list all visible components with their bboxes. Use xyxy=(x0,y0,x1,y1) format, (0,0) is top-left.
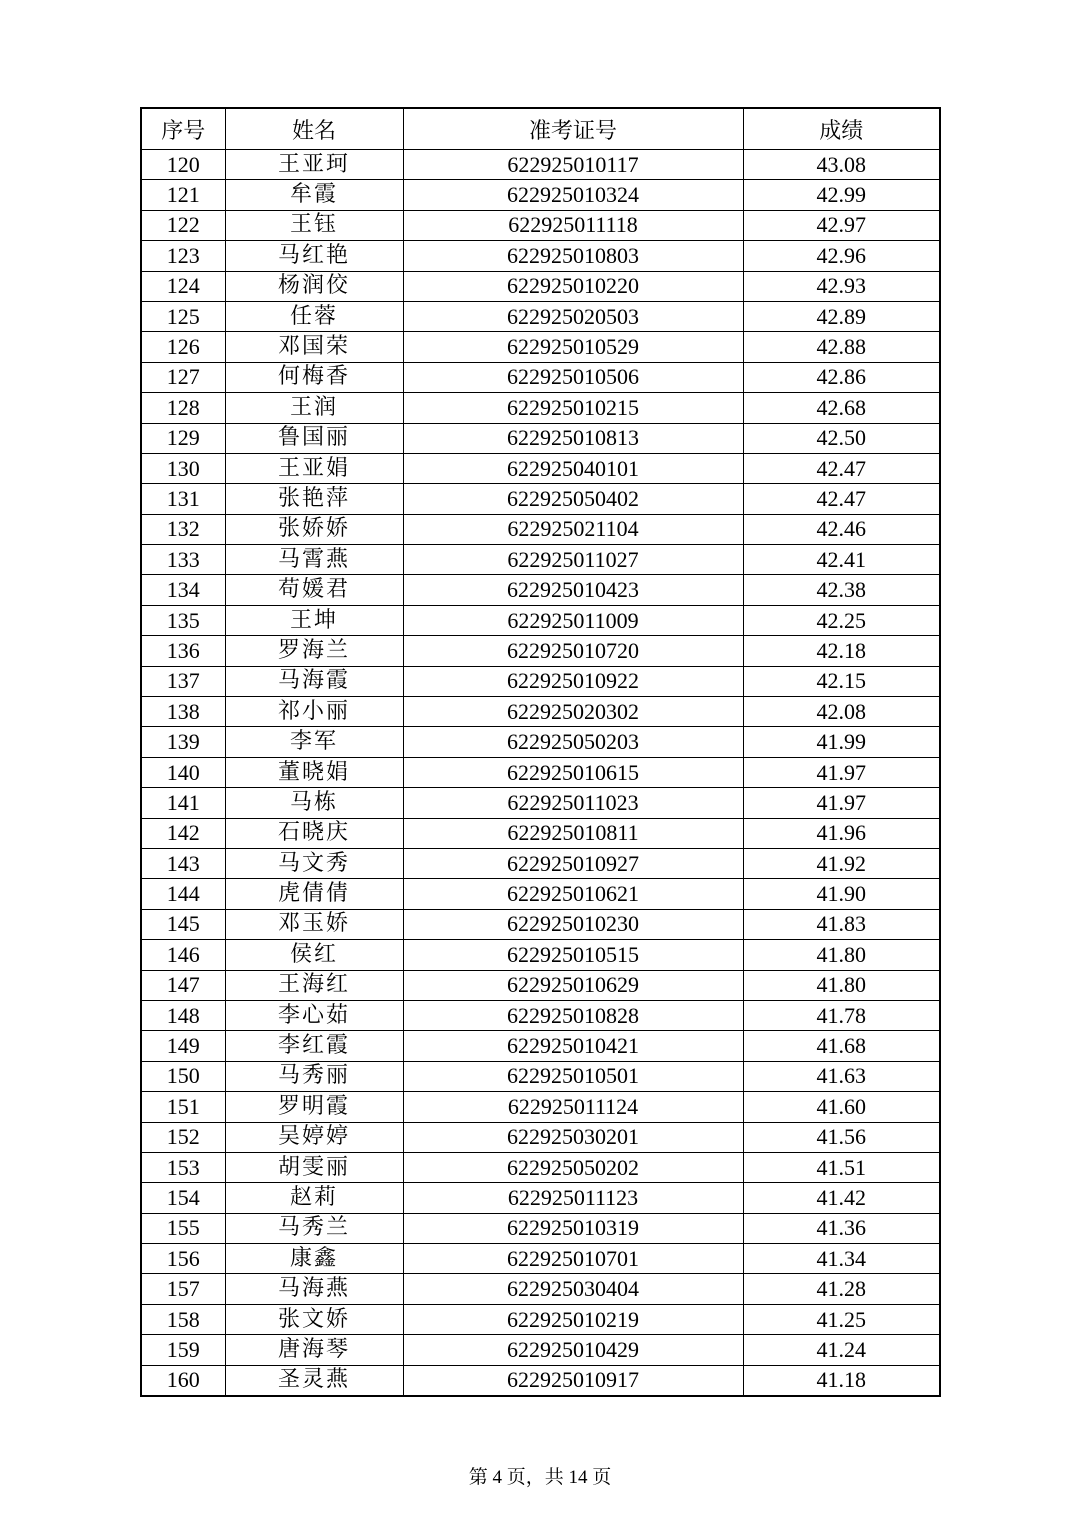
cell-name: 李红霞 xyxy=(225,1031,403,1061)
cell-score: 41.42 xyxy=(743,1183,940,1213)
cell-name: 祁小丽 xyxy=(225,697,403,727)
cell-serial-number: 132 xyxy=(141,514,225,544)
cell-exam-ticket-number: 622925010501 xyxy=(403,1061,743,1091)
cell-score: 42.41 xyxy=(743,545,940,575)
cell-exam-ticket-number: 622925011118 xyxy=(403,210,743,240)
cell-name: 何梅香 xyxy=(225,362,403,392)
table-row xyxy=(141,636,940,666)
table-row xyxy=(141,940,940,970)
cell-name: 李心茹 xyxy=(225,1000,403,1030)
cell-name: 董晓娟 xyxy=(225,757,403,787)
cell-score: 41.80 xyxy=(743,940,940,970)
cell-score: 42.15 xyxy=(743,666,940,696)
cell-score: 41.36 xyxy=(743,1213,940,1243)
cell-exam-ticket-number: 622925020302 xyxy=(403,697,743,727)
cell-name: 苟媛君 xyxy=(225,575,403,605)
cell-serial-number: 150 xyxy=(141,1061,225,1091)
table-row xyxy=(141,848,940,878)
cell-score: 42.08 xyxy=(743,697,940,727)
cell-name: 邓国荣 xyxy=(225,332,403,362)
cell-exam-ticket-number: 622925010803 xyxy=(403,241,743,271)
table-row xyxy=(141,879,940,909)
cell-serial-number: 123 xyxy=(141,241,225,271)
table-row xyxy=(141,453,940,483)
cell-serial-number: 148 xyxy=(141,1000,225,1030)
table-row xyxy=(141,1092,940,1122)
cell-name: 张文娇 xyxy=(225,1304,403,1334)
cell-serial-number: 124 xyxy=(141,271,225,301)
cell-serial-number: 144 xyxy=(141,879,225,909)
table-row xyxy=(141,241,940,271)
cell-exam-ticket-number: 622925010215 xyxy=(403,393,743,423)
cell-exam-ticket-number: 622925050402 xyxy=(403,484,743,514)
table-row xyxy=(141,697,940,727)
cell-score: 41.51 xyxy=(743,1152,940,1182)
cell-exam-ticket-number: 622925010811 xyxy=(403,818,743,848)
table-row xyxy=(141,393,940,423)
table-row xyxy=(141,271,940,301)
cell-score: 41.96 xyxy=(743,818,940,848)
cell-score: 41.97 xyxy=(743,757,940,787)
cell-score: 41.99 xyxy=(743,727,940,757)
cell-name: 罗海兰 xyxy=(225,636,403,666)
cell-name: 马秀兰 xyxy=(225,1213,403,1243)
table-row xyxy=(141,1061,940,1091)
table-row xyxy=(141,484,940,514)
table-row xyxy=(141,180,940,210)
table-row xyxy=(141,514,940,544)
cell-name: 马海燕 xyxy=(225,1274,403,1304)
table-row xyxy=(141,1213,940,1243)
cell-name: 鲁国丽 xyxy=(225,423,403,453)
cell-exam-ticket-number: 622925011123 xyxy=(403,1183,743,1213)
cell-serial-number: 146 xyxy=(141,940,225,970)
cell-exam-ticket-number: 622925010421 xyxy=(403,1031,743,1061)
table-row xyxy=(141,1274,940,1304)
cell-name: 唐海琴 xyxy=(225,1335,403,1365)
cell-serial-number: 134 xyxy=(141,575,225,605)
cell-name: 马霄燕 xyxy=(225,545,403,575)
header-name: 姓名 xyxy=(225,108,403,150)
cell-name: 侯红 xyxy=(225,940,403,970)
cell-serial-number: 137 xyxy=(141,666,225,696)
cell-exam-ticket-number: 622925021104 xyxy=(403,514,743,544)
cell-exam-ticket-number: 622925010230 xyxy=(403,909,743,939)
cell-exam-ticket-number: 622925040101 xyxy=(403,453,743,483)
table-row xyxy=(141,605,940,635)
table-row xyxy=(141,301,940,331)
cell-score: 42.46 xyxy=(743,514,940,544)
cell-serial-number: 145 xyxy=(141,909,225,939)
cell-serial-number: 140 xyxy=(141,757,225,787)
table-body xyxy=(141,150,940,1397)
cell-score: 42.47 xyxy=(743,453,940,483)
cell-score: 42.68 xyxy=(743,393,940,423)
page-footer: 第 4 页，共 14 页 xyxy=(468,1467,612,1488)
cell-name: 任蓉 xyxy=(225,301,403,331)
table-row xyxy=(141,818,940,848)
table-row xyxy=(141,1335,940,1365)
cell-serial-number: 156 xyxy=(141,1244,225,1274)
cell-score: 41.25 xyxy=(743,1304,940,1334)
cell-score: 41.97 xyxy=(743,788,940,818)
table-row xyxy=(141,1122,940,1152)
cell-name: 马文秀 xyxy=(225,848,403,878)
cell-name: 马海霞 xyxy=(225,666,403,696)
table-row xyxy=(141,1304,940,1334)
header-score: 成绩 xyxy=(743,108,940,150)
header-exam-ticket-number: 准考证号 xyxy=(403,108,743,150)
cell-score: 41.90 xyxy=(743,879,940,909)
table-row xyxy=(141,545,940,575)
cell-serial-number: 152 xyxy=(141,1122,225,1152)
cell-exam-ticket-number: 622925010219 xyxy=(403,1304,743,1334)
cell-exam-ticket-number: 622925010813 xyxy=(403,423,743,453)
cell-exam-ticket-number: 622925010615 xyxy=(403,757,743,787)
table-row xyxy=(141,1365,940,1396)
cell-serial-number: 129 xyxy=(141,423,225,453)
cell-name: 王润 xyxy=(225,393,403,423)
cell-name: 吴婷婷 xyxy=(225,1122,403,1152)
cell-score: 41.78 xyxy=(743,1000,940,1030)
cell-serial-number: 125 xyxy=(141,301,225,331)
cell-serial-number: 160 xyxy=(141,1365,225,1396)
table-row xyxy=(141,150,940,180)
table-row xyxy=(141,423,940,453)
cell-serial-number: 159 xyxy=(141,1335,225,1365)
cell-exam-ticket-number: 622925010828 xyxy=(403,1000,743,1030)
cell-name: 牟霞 xyxy=(225,180,403,210)
table-row xyxy=(141,727,940,757)
cell-serial-number: 120 xyxy=(141,150,225,180)
cell-exam-ticket-number: 622925050203 xyxy=(403,727,743,757)
cell-score: 42.50 xyxy=(743,423,940,453)
cell-exam-ticket-number: 622925050202 xyxy=(403,1152,743,1182)
cell-serial-number: 133 xyxy=(141,545,225,575)
table-row xyxy=(141,970,940,1000)
cell-score: 41.34 xyxy=(743,1244,940,1274)
cell-score: 42.38 xyxy=(743,575,940,605)
cell-serial-number: 139 xyxy=(141,727,225,757)
cell-name: 康鑫 xyxy=(225,1244,403,1274)
cell-score: 41.83 xyxy=(743,909,940,939)
cell-exam-ticket-number: 622925011124 xyxy=(403,1092,743,1122)
table-header xyxy=(141,108,940,150)
table-row xyxy=(141,332,940,362)
cell-exam-ticket-number: 622925010720 xyxy=(403,636,743,666)
cell-serial-number: 136 xyxy=(141,636,225,666)
cell-exam-ticket-number: 622925010917 xyxy=(403,1365,743,1396)
cell-serial-number: 141 xyxy=(141,788,225,818)
table-row xyxy=(141,1000,940,1030)
cell-exam-ticket-number: 622925010319 xyxy=(403,1213,743,1243)
cell-serial-number: 126 xyxy=(141,332,225,362)
table-row xyxy=(141,575,940,605)
table-row xyxy=(141,757,940,787)
cell-serial-number: 143 xyxy=(141,848,225,878)
cell-exam-ticket-number: 622925010423 xyxy=(403,575,743,605)
cell-name: 张娇娇 xyxy=(225,514,403,544)
cell-score: 41.18 xyxy=(743,1365,940,1396)
cell-score: 41.56 xyxy=(743,1122,940,1152)
cell-score: 42.25 xyxy=(743,605,940,635)
table-row xyxy=(141,1183,940,1213)
cell-name: 马栋 xyxy=(225,788,403,818)
cell-exam-ticket-number: 622925010927 xyxy=(403,848,743,878)
cell-score: 42.47 xyxy=(743,484,940,514)
cell-exam-ticket-number: 622925010220 xyxy=(403,271,743,301)
cell-exam-ticket-number: 622925030404 xyxy=(403,1274,743,1304)
cell-serial-number: 127 xyxy=(141,362,225,392)
cell-exam-ticket-number: 622925011023 xyxy=(403,788,743,818)
cell-score: 42.18 xyxy=(743,636,940,666)
cell-score: 42.89 xyxy=(743,301,940,331)
table-row xyxy=(141,1031,940,1061)
cell-exam-ticket-number: 622925011009 xyxy=(403,605,743,635)
cell-serial-number: 142 xyxy=(141,818,225,848)
cell-serial-number: 138 xyxy=(141,697,225,727)
cell-exam-ticket-number: 622925010515 xyxy=(403,940,743,970)
cell-name: 王亚珂 xyxy=(225,150,403,180)
table-row xyxy=(141,210,940,240)
cell-serial-number: 130 xyxy=(141,453,225,483)
cell-score: 42.93 xyxy=(743,271,940,301)
table-row xyxy=(141,666,940,696)
cell-serial-number: 157 xyxy=(141,1274,225,1304)
cell-serial-number: 131 xyxy=(141,484,225,514)
cell-serial-number: 147 xyxy=(141,970,225,1000)
cell-serial-number: 121 xyxy=(141,180,225,210)
cell-serial-number: 153 xyxy=(141,1152,225,1182)
header-serial-number: 序号 xyxy=(141,108,225,150)
cell-serial-number: 155 xyxy=(141,1213,225,1243)
cell-score: 41.68 xyxy=(743,1031,940,1061)
cell-score: 41.28 xyxy=(743,1274,940,1304)
cell-name: 王钰 xyxy=(225,210,403,240)
cell-name: 马红艳 xyxy=(225,241,403,271)
cell-name: 马秀丽 xyxy=(225,1061,403,1091)
cell-name: 圣灵燕 xyxy=(225,1365,403,1396)
cell-name: 邓玉娇 xyxy=(225,909,403,939)
table-row xyxy=(141,788,940,818)
table-row xyxy=(141,909,940,939)
cell-exam-ticket-number: 622925020503 xyxy=(403,301,743,331)
cell-score: 43.08 xyxy=(743,150,940,180)
cell-score: 42.96 xyxy=(743,241,940,271)
cell-exam-ticket-number: 622925010429 xyxy=(403,1335,743,1365)
cell-serial-number: 128 xyxy=(141,393,225,423)
cell-exam-ticket-number: 622925010922 xyxy=(403,666,743,696)
cell-name: 胡雯丽 xyxy=(225,1152,403,1182)
cell-exam-ticket-number: 622925010117 xyxy=(403,150,743,180)
table-row xyxy=(141,362,940,392)
cell-name: 石晓庆 xyxy=(225,818,403,848)
cell-serial-number: 149 xyxy=(141,1031,225,1061)
cell-exam-ticket-number: 622925030201 xyxy=(403,1122,743,1152)
cell-score: 41.24 xyxy=(743,1335,940,1365)
cell-score: 42.99 xyxy=(743,180,940,210)
cell-exam-ticket-number: 622925010324 xyxy=(403,180,743,210)
cell-score: 42.88 xyxy=(743,332,940,362)
cell-score: 41.60 xyxy=(743,1092,940,1122)
cell-name: 王海红 xyxy=(225,970,403,1000)
header-row xyxy=(141,108,940,150)
cell-exam-ticket-number: 622925010629 xyxy=(403,970,743,1000)
cell-serial-number: 122 xyxy=(141,210,225,240)
cell-name: 王坤 xyxy=(225,605,403,635)
cell-score: 42.86 xyxy=(743,362,940,392)
cell-name: 王亚娟 xyxy=(225,453,403,483)
cell-exam-ticket-number: 622925010701 xyxy=(403,1244,743,1274)
cell-exam-ticket-number: 622925010621 xyxy=(403,879,743,909)
cell-score: 41.63 xyxy=(743,1061,940,1091)
cell-score: 41.80 xyxy=(743,970,940,1000)
table-row xyxy=(141,1244,940,1274)
cell-exam-ticket-number: 622925010529 xyxy=(403,332,743,362)
cell-serial-number: 151 xyxy=(141,1092,225,1122)
cell-score: 41.92 xyxy=(743,848,940,878)
cell-serial-number: 158 xyxy=(141,1304,225,1334)
table-row xyxy=(141,1152,940,1182)
cell-serial-number: 154 xyxy=(141,1183,225,1213)
cell-name: 赵莉 xyxy=(225,1183,403,1213)
score-table xyxy=(140,107,941,1397)
cell-name: 虎倩倩 xyxy=(225,879,403,909)
cell-serial-number: 135 xyxy=(141,605,225,635)
cell-exam-ticket-number: 622925011027 xyxy=(403,545,743,575)
cell-score: 42.97 xyxy=(743,210,940,240)
cell-exam-ticket-number: 622925010506 xyxy=(403,362,743,392)
cell-name: 李军 xyxy=(225,727,403,757)
cell-name: 张艳萍 xyxy=(225,484,403,514)
cell-name: 杨润佼 xyxy=(225,271,403,301)
cell-name: 罗明霞 xyxy=(225,1092,403,1122)
